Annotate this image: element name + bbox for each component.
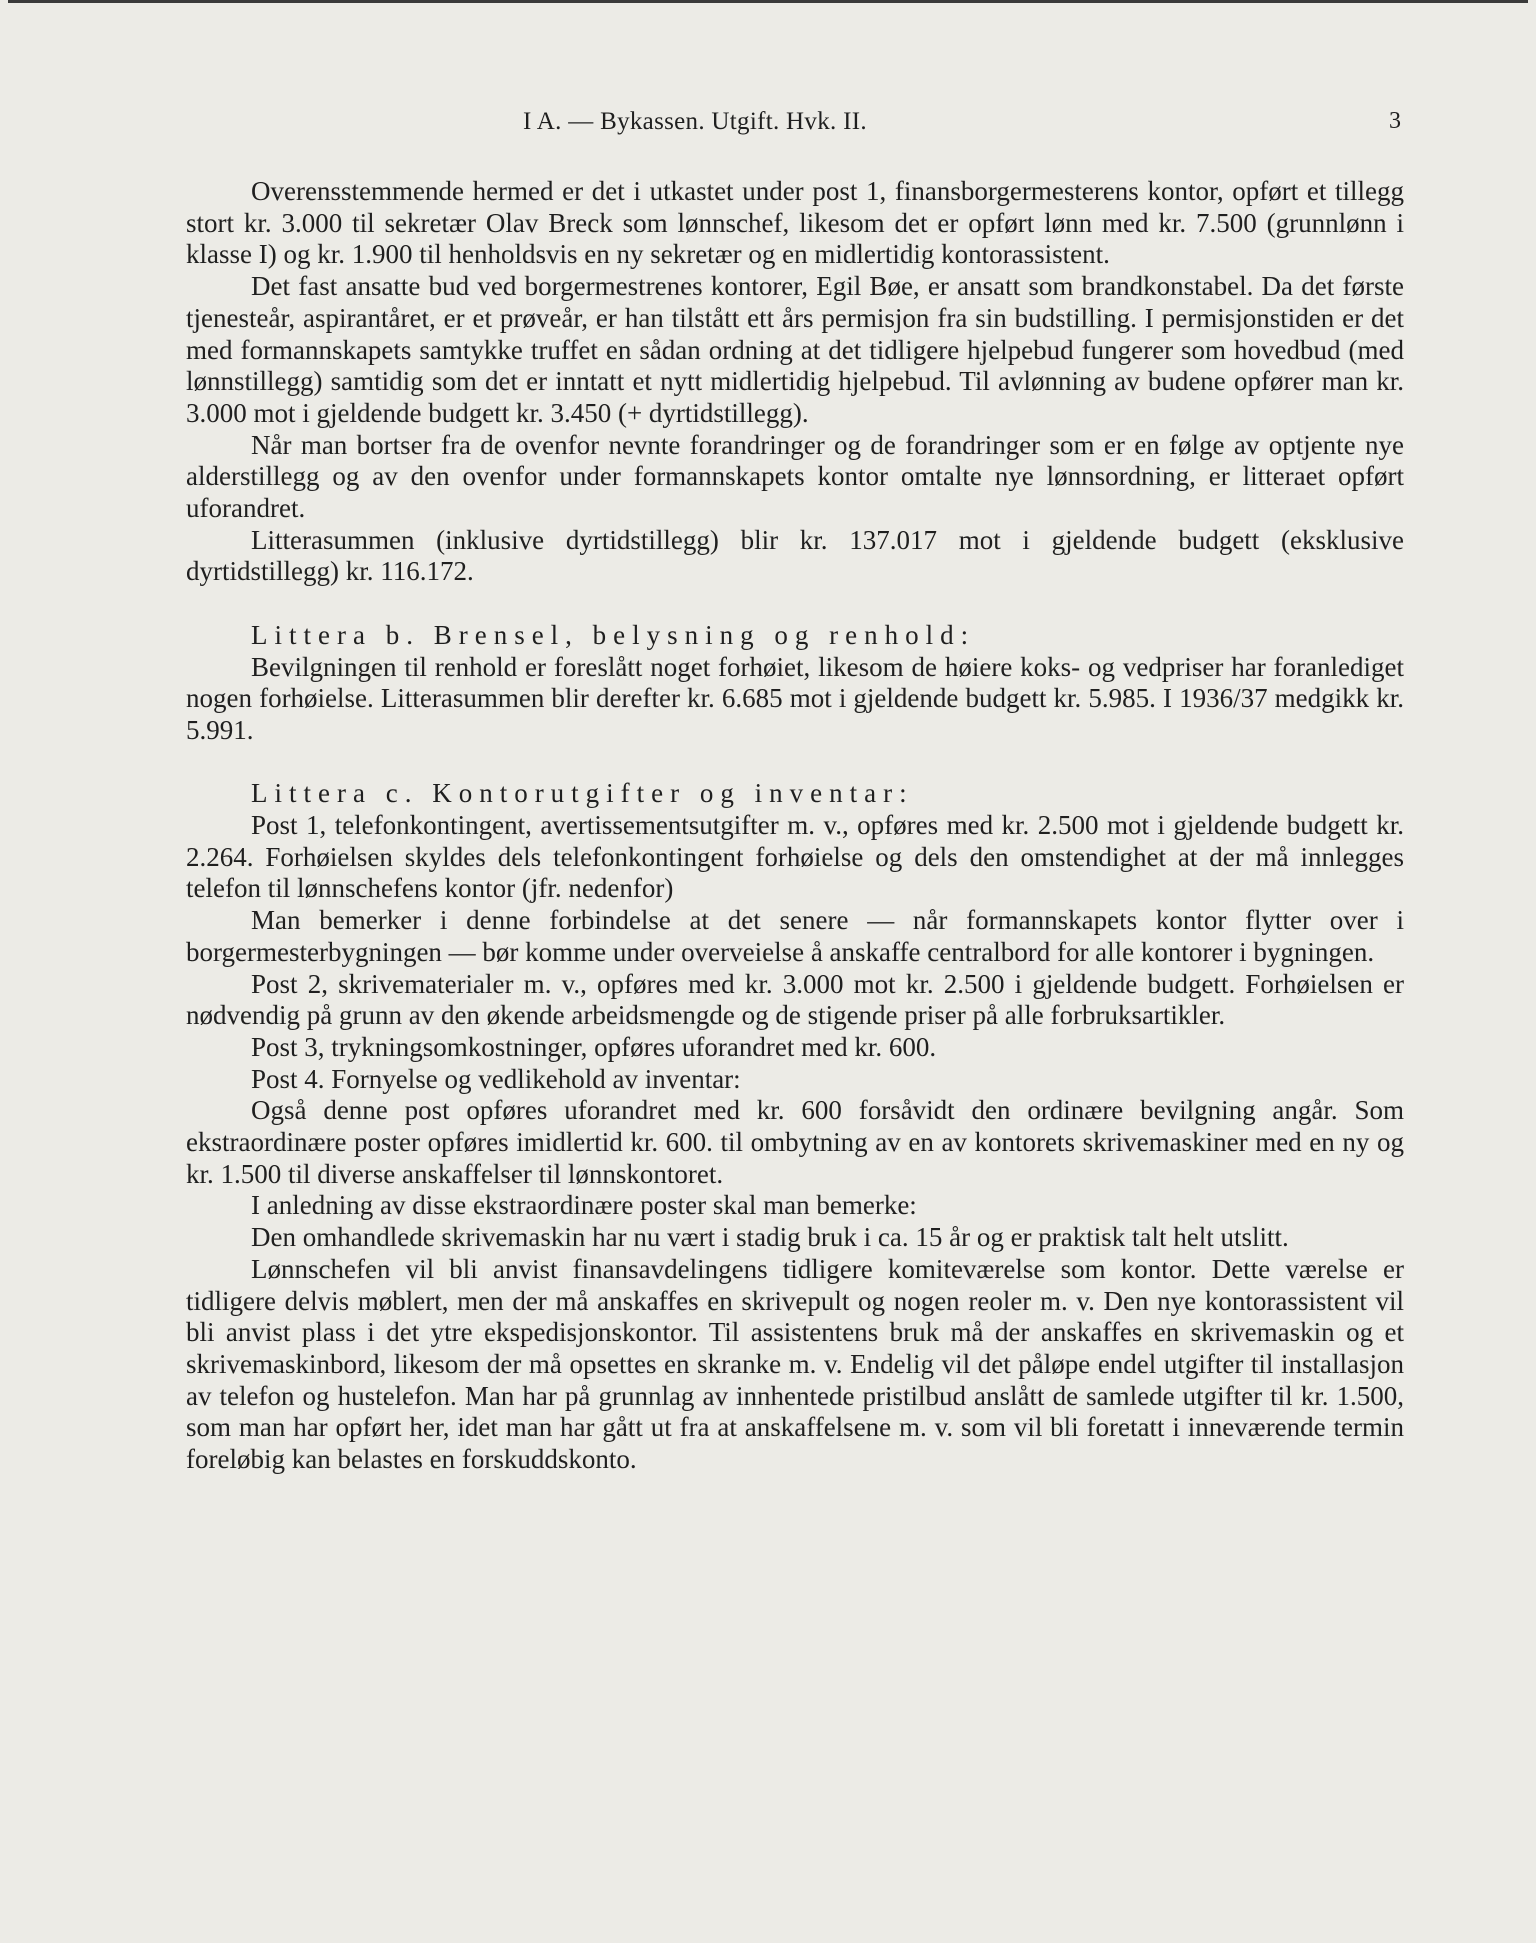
section-heading-littera-b: Littera b. Brensel, belysning og renhold: [251,619,976,650]
paragraph: Lønnschefen vil bli anvist finansavdelingens tidligere komiteværelse som kontor. Dette værelse er tidligere delvis møblert, men der må anskaffes en skrivepult og nogen reoler m. v. Den nye kontorassistent vil bli anvist plass i det ytre ekspedisjonskontor. Til assistentens bruk må der anskaffes en skrivemaskin og et skrivemaskinbord, likesom der må opsettes en skranke m. v. Endelig vil det påløpe endel utgifter til installasjon av telefon og hustelefon. Man har på grunnlag av innhentede pristilbud anslått de samlede utgifter til kr. 1.500, som man har opført her, idet man har gått ut fra at anskaffelsene m. v. som vil bli foretatt i inneværende termin foreløbig kan belastes en forskuddskonto. [186,1253,1404,1475]
paragraph: Post 4. Fornyelse og vedlikehold av inventar: [251,1063,741,1094]
body-text [186,176,1404,1476]
paragraph: Den omhandlede skrivemaskin har nu vært i stadig bruk i ca. 15 år og er praktisk talt helt utslitt. [251,1222,1289,1253]
top-border-rule [8,0,1528,3]
paragraph: Post 1, telefonkontingent, avertissementsutgifter m. v., opføres med kr. 2.500 mot i gjeldende budgett kr. 2.264. Forhøielsen skyldes dels telefonkontingent forhøielse og dels den omstendighet at der må innlegges telefon til lønnschefens kontor (jfr. nedenfor) [186,810,1404,904]
paragraph: Bevilgningen til renhold er foreslått noget forhøiet, likesom de høiere koks- og vedpriser har foranlediget nogen forhøielse. Litterasummen blir derefter kr. 6.685 mot i gjeldende budgett kr. 5.985. I 1936/37 medgikk kr. 5.991. [186,651,1404,745]
paragraph: Også denne post opføres uforandret med kr. 600 forsåvidt den ordinære bevilgning angår. Som ekstraordinære poster opføres imidlertid kr. 600. til ombytning av en av kontorets skrivemaskiner med en ny og kr. 1.500 til diverse anskaffelser til lønnskontoret. [186,1095,1404,1189]
paragraph: Man bemerker i denne forbindelse at det senere — når formannskapets kontor flytter over i borgermesterbygningen — bør komme under overveielse å anskaffe centralbord for alle kontorer i bygningen. [186,905,1404,967]
page-number: 3 [1389,108,1401,134]
paragraph: Når man bortser fra de ovenfor nevnte forandringer og de forandringer som er en følge av optjente nye alderstillegg og av den ovenfor under formannskapets kontor omtalte nye lønnsordning, er litteraet opført uforandret. [186,429,1404,524]
paragraph: Post 3, trykningsomkostninger, opføres uforandret med kr. 600. [251,1031,937,1062]
paragraph: Post 2, skrivematerialer m. v., opføres med kr. 3.000 mot kr. 2.500 i gjeldende budgett. Forhøielsen er nødvendig på grunn av den økende arbeidsmengde og de stigende priser på alle forbruksartikler. [186,968,1404,1031]
running-title: I A. — Bykassen. Utgift. Hvk. II. [523,108,867,135]
section-heading-littera-c: Littera c. Kontorutgifter og inventar: [251,778,914,809]
paragraph: Det fast ansatte bud ved borgermestrenes kontorer, Egil Bøe, er ansatt som brandkonstabel. Da det første tjenesteår, aspirantåret, er et prøveår, er han tilstått ett års permisjon fra sin budstilling. I permisjonstiden er det med formannskapets samtykke truffet en sådan ordning at det tidligere hjelpebud fungerer som hovedbud (med lønnstillegg) samtidig som det er inntatt et nytt midlertidig hjelpebud. Til avlønning av budene opfører man kr. 3.000 mot i gjeldende budgett kr. 3.450 (+ dyrtidstillegg). [186,271,1404,428]
page-header [0,108,1536,142]
paragraph: Litterasummen (inklusive dyrtidstillegg) blir kr. 137.017 mot i gjeldende budgett (eksklusive dyrtidstillegg) kr. 116.172. [186,524,1404,587]
paragraph: Overensstemmende hermed er det i utkastet under post 1, finansborgermesterens kontor, opført et tillegg stort kr. 3.000 til sekretær Olav Breck som lønnschef, likesom det er opført lønn med kr. 7.500 (grunnlønn i klasse I) og kr. 1.900 til henholdsvis en ny sekretær og en midlertidig kontorassistent. [186,176,1404,270]
paragraph: I anledning av disse ekstraordinære poster skal man bemerke: [251,1190,917,1221]
